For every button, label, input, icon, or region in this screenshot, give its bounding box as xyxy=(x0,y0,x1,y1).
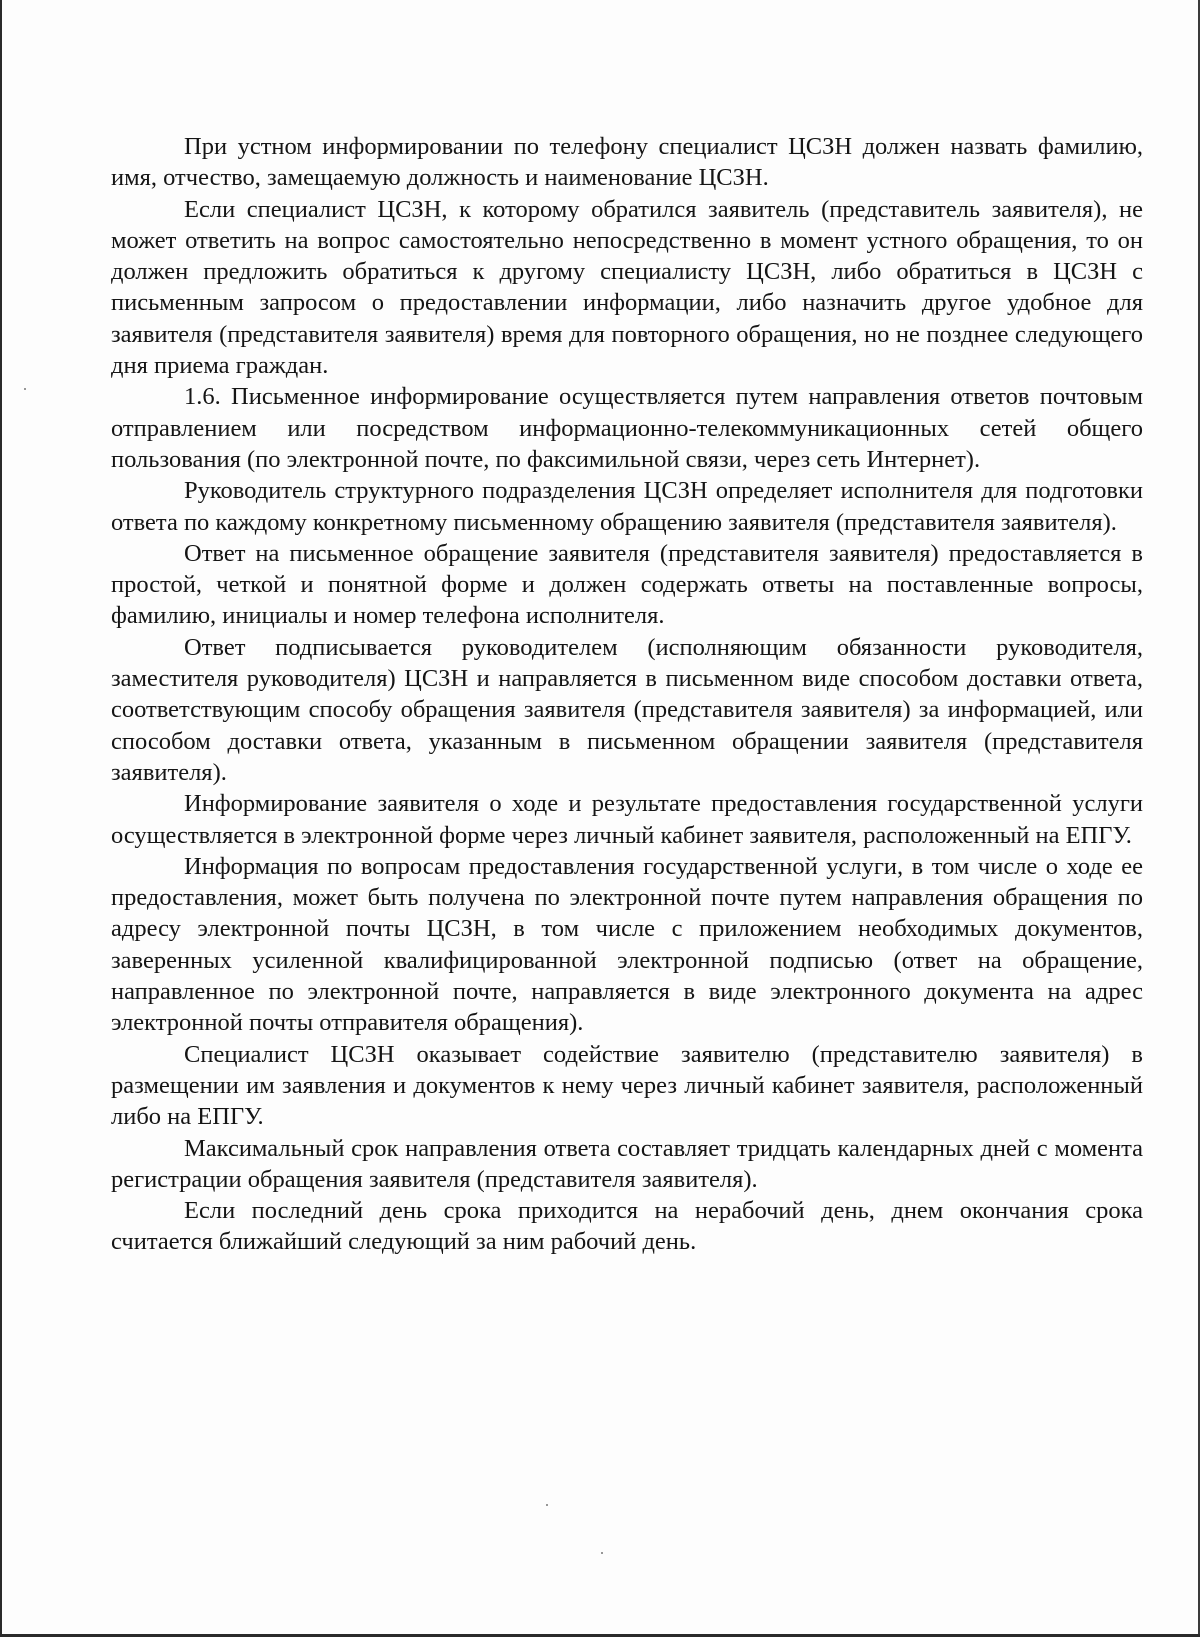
scan-speck xyxy=(601,1552,603,1554)
paragraph-answer-signed: Ответ подписывается руководителем (исполняющим обязанности руководителя, заместителя руководителя) ЦСЗН и направляется в письменном виде способом доставки ответа, соответствующим способу обращения заявителя (представителя заявителя) за информацией, или способом доставки ответа, указанным в письменном обращении заявителя (представителя заявителя). xyxy=(111,633,1143,786)
paragraph-head-of-unit: Руководитель структурного подразделения ЦСЗН определяет исполнителя для подготовки ответа по каждому конкретному письменному обращению заявителя (представителя заявителя). xyxy=(111,477,1143,536)
paragraph-epgu-progress: Информирование заявителя о ходе и результате предоставления государственной услуги осуществляется в электронной форме через личный кабинет заявителя, расположенный на ЕПГУ. xyxy=(111,790,1143,849)
paragraph-holiday-deadline: Если последний день срока приходится на нерабочий день, днем окончания срока считается ближайший следующий за ним рабочий день. xyxy=(111,1197,1143,1256)
document-body xyxy=(111,131,1143,1258)
paragraph-specialist-cannot-answer: Если специалист ЦСЗН, к которому обратился заявитель (представитель заявителя), не может ответить на вопрос самостоятельно непосредственно в момент устного обращения, то он должен предложить обратиться к другому специалисту ЦСЗН, либо обратиться в ЦСЗН с письменным запросом о предоставлении информации, либо назначить другое удобное для заявителя (представителя заявителя) время для повторного обращения, но не позднее следующего дня приема граждан. xyxy=(111,195,1143,380)
scan-speck xyxy=(24,388,26,390)
paragraph-specialist-assistance: Специалист ЦСЗН оказывает содействие заявителю (представителю заявителя) в размещении им заявления и документов к нему через личный кабинет заявителя, расположенный либо на ЕПГУ. xyxy=(111,1040,1143,1131)
paragraph-oral-phone-info: При устном информировании по телефону специалист ЦСЗН должен назвать фамилию, имя, отчество, замещаемую должность и наименование ЦСЗН. xyxy=(111,133,1143,192)
paragraph-answer-form: Ответ на письменное обращение заявителя (представителя заявителя) предоставляется в простой, четкой и понятной форме и должен содержать ответы на поставленные вопросы, фамилию, инициалы и номер телефона исполнителя. xyxy=(111,539,1143,630)
scan-speck xyxy=(546,1504,548,1506)
paragraph-max-response-term: Максимальный срок направления ответа составляет тридцать календарных дней с момента регистрации обращения заявителя (представителя заявителя). xyxy=(111,1134,1143,1193)
scan-edge-left xyxy=(0,0,2,1637)
paragraph-email-info: Информация по вопросам предоставления государственной услуги, в том числе о ходе ее предоставления, может быть получена по электронной почте путем направления обращения по адресу электронной почты ЦСЗН, в том числе с приложением необходимых документов, заверенных усиленной квалифицированной электронной подписью (ответ на обращение, направленное по электронной почте, направляется в виде электронного документа на адрес электронной почты отправителя обращения). xyxy=(111,852,1143,1037)
paragraph-written-info: 1.6. Письменное информирование осуществляется путем направления ответов почтовым отправлением или посредством информационно-телекоммуникационных сетей общего пользования (по электронной почте, по факсимильной связи, через сеть Интернет). xyxy=(111,383,1143,473)
